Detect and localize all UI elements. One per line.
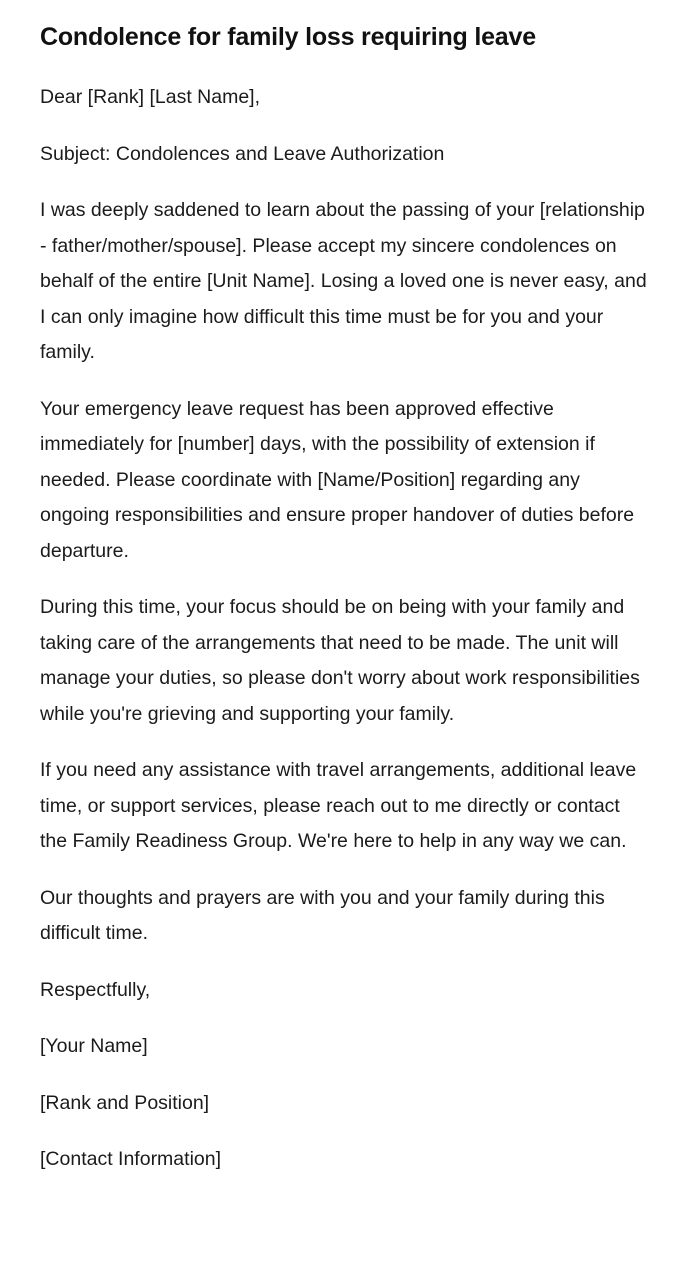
paragraph-leave-approval: Your emergency leave request has been approved effective immediately for [number] days, with the possibility of extension if needed. Please coordinate with [Name/Position] regarding any ongoing responsibilities and ensure proper handover of duties before departure.: [40, 397, 640, 562]
paragraph-condolence-opening: I was deeply saddened to learn about the passing of your [relationship - father/mother/spouse]. Please accept my sincere condolences on behalf of the entire [Unit Name]. Losing a loved one is never easy, and I can only imagine how difficult this time must be for you and your family.: [40, 199, 653, 363]
paragraph-subject-line: Subject: Condolences and Leave Authorization: [40, 142, 445, 165]
paragraph-signature-name: [Your Name]: [40, 1035, 148, 1057]
paragraph-focus-on-family: During this time, your focus should be on being with your family and taking care of the arrangements that need to be made. The unit will manage your duties, so please don't worry about work responsibilities while you're grieving and supporting your family.: [40, 596, 646, 725]
document-body: [40, 80, 653, 1178]
page-title: Condolence for family loss requiring leave: [40, 23, 536, 51]
paragraph-signature-rank-position: [Rank and Position]: [40, 1091, 210, 1114]
paragraph-valediction: Respectfully,: [40, 978, 151, 1001]
paragraph-signature-contact: [Contact Information]: [40, 1148, 222, 1170]
paragraph-salutation: Dear [Rank] [Last Name],: [40, 86, 261, 108]
paragraph-assistance-offer: If you need any assistance with travel arrangements, additional leave time, or support services, please reach out to me directly or contact the Family Readiness Group. We're here to help in any way we can.: [40, 759, 642, 852]
paragraph-closing-thoughts: Our thoughts and prayers are with you and your family during this difficult time.: [40, 886, 611, 944]
